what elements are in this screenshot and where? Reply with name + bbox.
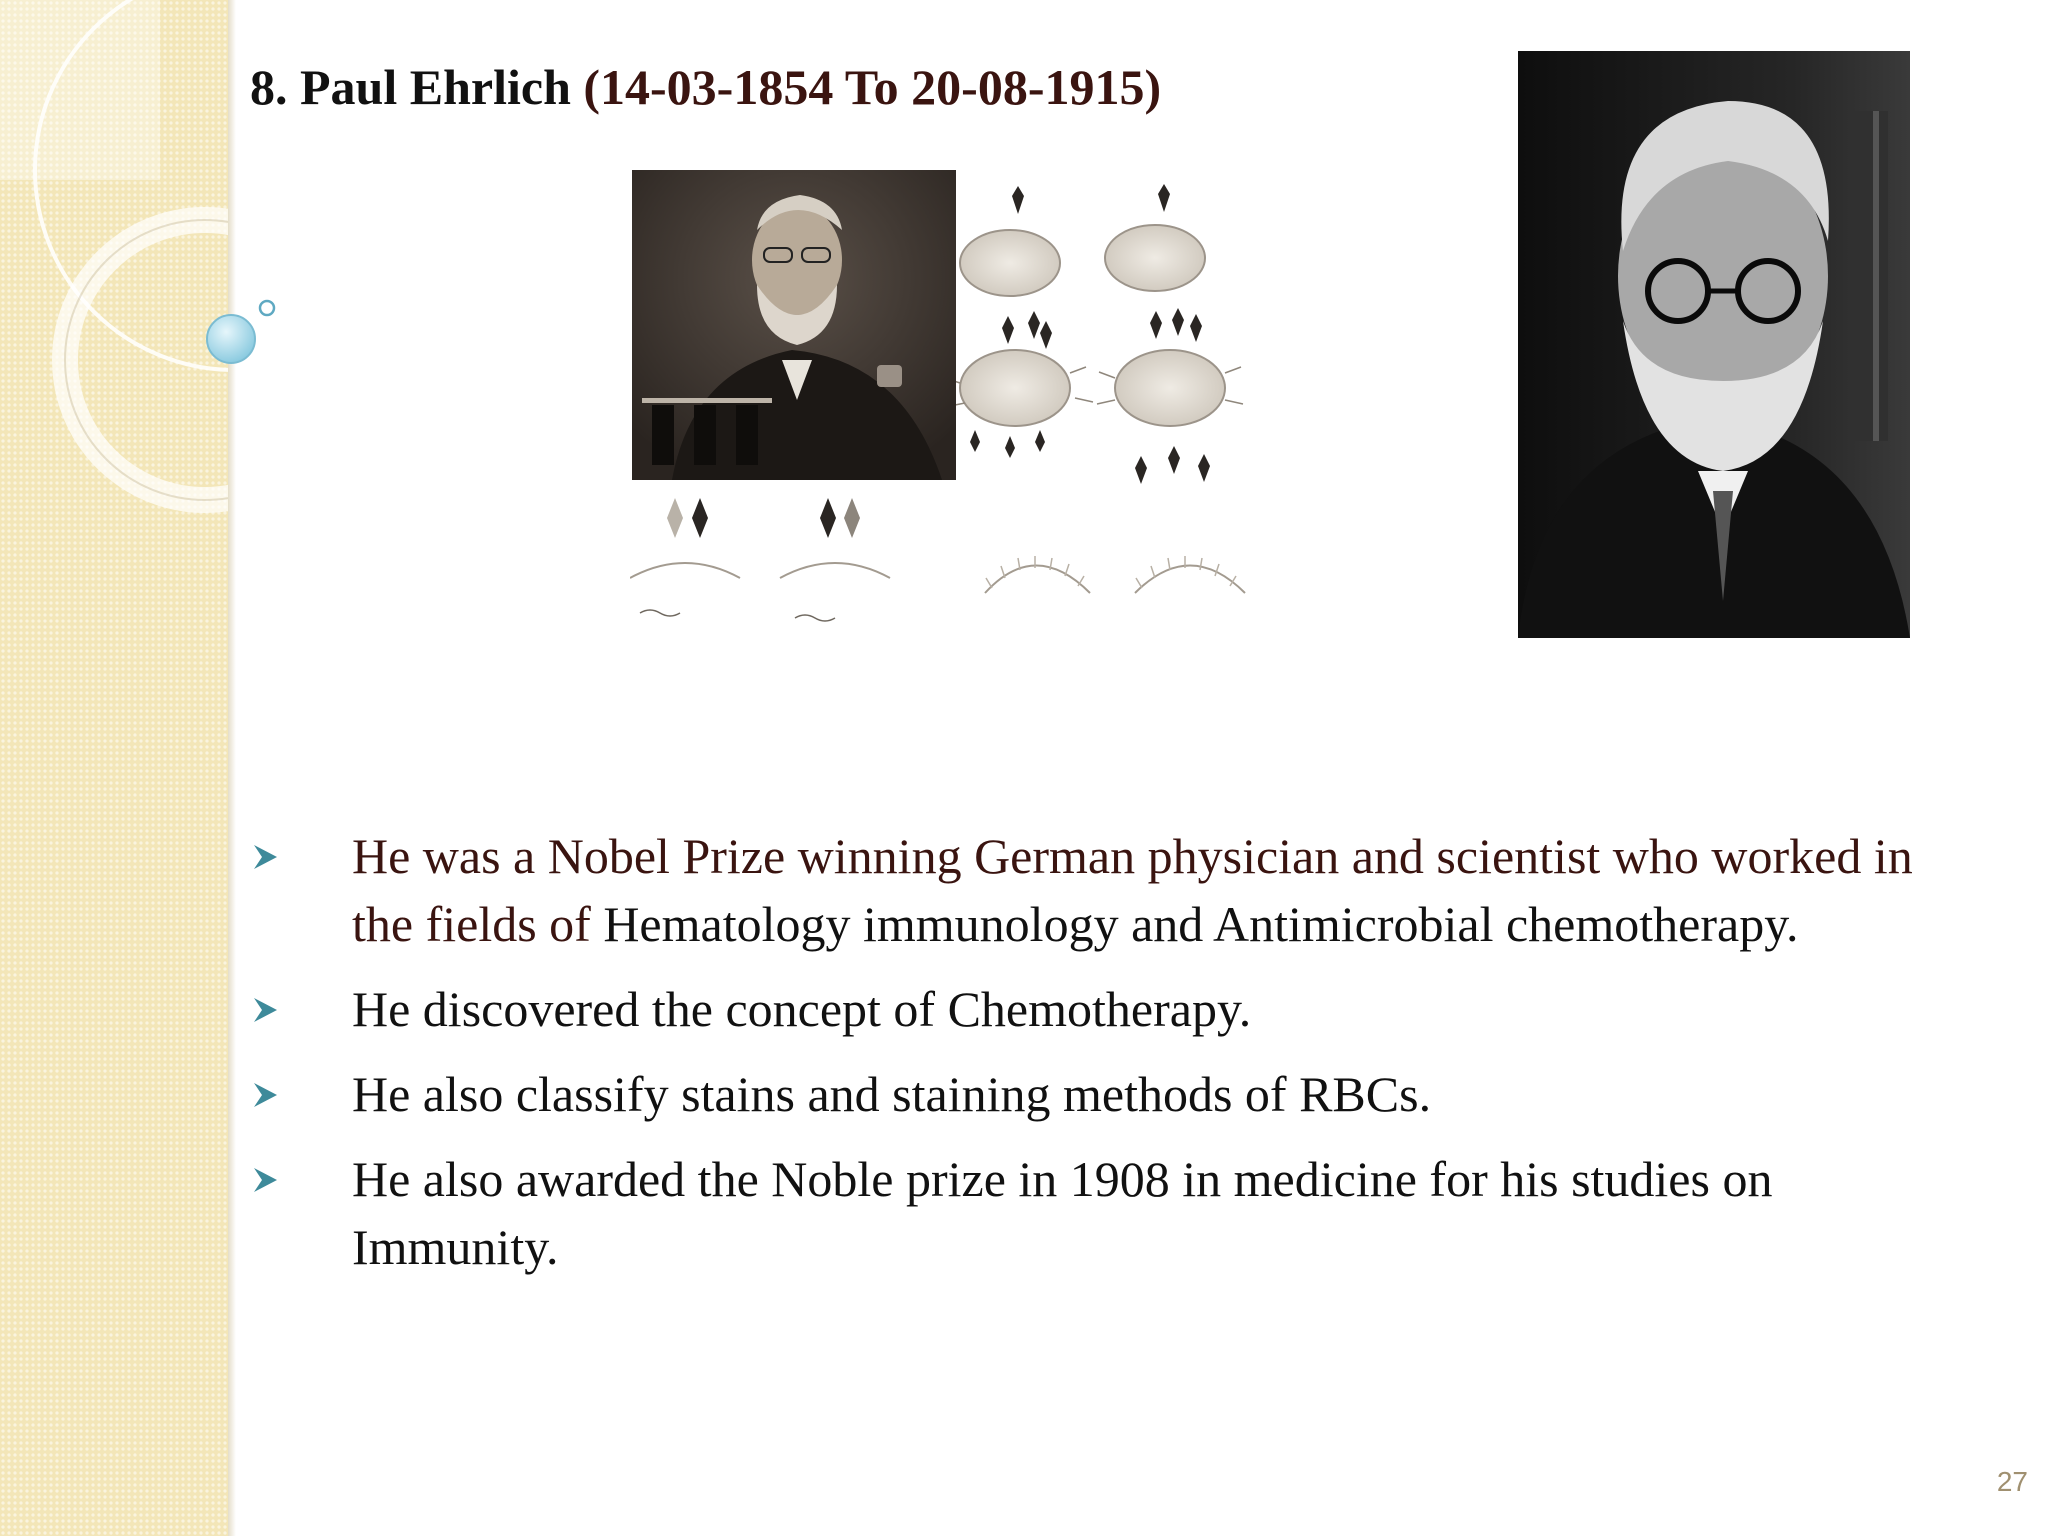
panel-edge-shadow	[228, 0, 236, 1536]
portrait-photo	[1518, 51, 1910, 638]
page-number: 27	[1996, 1466, 2028, 1497]
title-dates: (14-03-1854 To 20-08-1915)	[583, 59, 1162, 115]
portrait-photo-left	[632, 170, 956, 480]
list-item	[250, 822, 1930, 958]
bubble-icon	[200, 295, 290, 375]
bullet-text: Hematology immunology and Antimicrobial chemotherapy.	[590, 896, 1799, 952]
bullet-text: He also awarded the Noble prize in 1908 in medicine for his studies on Immunity.	[352, 1151, 1773, 1275]
arrow-bullet-icon	[250, 1165, 280, 1195]
arrow-bullet-icon	[250, 995, 280, 1025]
list-item	[250, 975, 1930, 1043]
portrait-photo-right	[1518, 51, 1910, 638]
decorative-side-panel	[0, 0, 228, 1536]
arrow-bullet-icon	[250, 842, 280, 872]
list-item	[250, 1060, 1930, 1128]
title-number: 8.	[250, 59, 288, 115]
decorative-circles	[0, 0, 228, 1536]
title-name: Paul Ehrlich	[300, 59, 571, 115]
slide-title	[250, 58, 1161, 116]
bullet-text: He discovered the concept of Chemotherapy.	[352, 981, 1252, 1037]
arrow-bullet-icon	[250, 1080, 280, 1110]
portrait-photo	[632, 170, 956, 480]
bullet-text: He also classify stains and staining methods of RBCs.	[352, 1066, 1432, 1122]
bullet-list	[250, 822, 1930, 1298]
bullet-text-lead: He was a Nobel Prize winning German physician and scientist who worked in the fields of	[352, 828, 1913, 952]
list-item	[250, 1145, 1930, 1281]
